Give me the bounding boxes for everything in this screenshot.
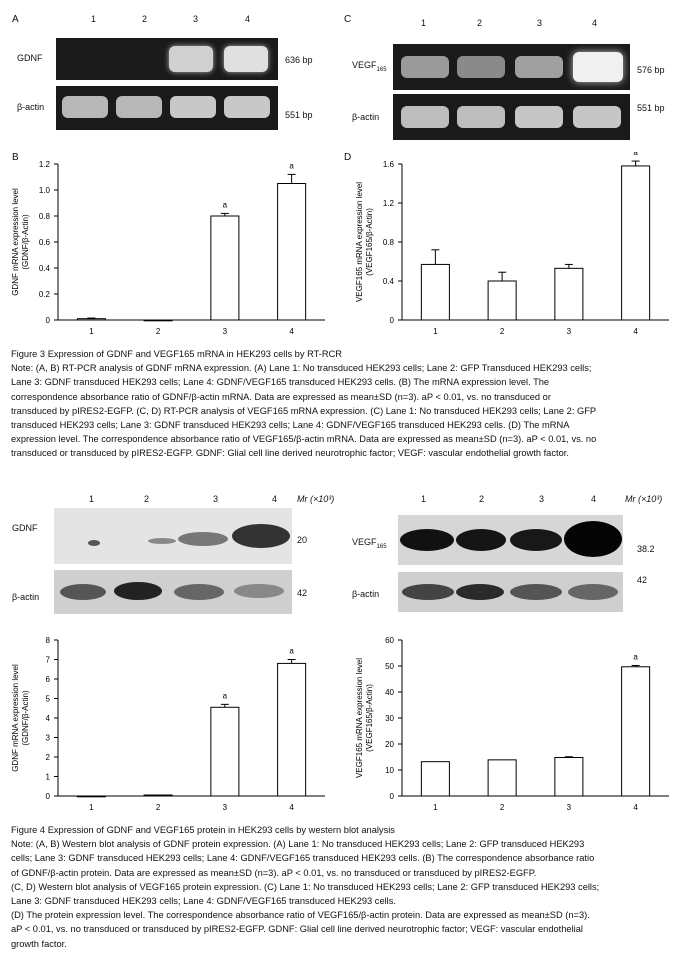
- bar: [77, 796, 105, 797]
- gel-band: [116, 96, 162, 118]
- y-tick-label: 0: [389, 792, 394, 801]
- lane-label: 4: [245, 14, 251, 24]
- bar: [144, 320, 172, 321]
- caption-line: transduced HEK293 cells; Lane 3: GDNF transduced HEK293 cells; Lane 4: GDNF/VEGF165 transduced HEK293 cells. (D) The mRNA: [11, 420, 570, 431]
- blot-band: [400, 529, 454, 551]
- bar: [278, 663, 306, 796]
- gel-band: [573, 52, 623, 82]
- y-tick-label: 10: [385, 766, 394, 775]
- bar: [421, 264, 449, 320]
- x-tick-label: 4: [289, 327, 294, 336]
- blot-band: [60, 584, 106, 600]
- figure4-caption: [11, 823, 681, 951]
- lane-label: 2: [477, 18, 483, 28]
- bar: [421, 762, 449, 796]
- x-tick-label: 2: [155, 327, 161, 336]
- y-tick-label: 0.4: [382, 277, 394, 286]
- y-tick-label: 0.4: [38, 264, 50, 273]
- significance-label: a: [222, 200, 228, 210]
- y-tick-label: 7: [45, 655, 50, 665]
- blot-band: [402, 584, 454, 600]
- caption-line: transduced or transduced by pIRES2-EGFP. GDNF: Glial cell line derived neurotrophic factor; VEGF: vascular endothelial growth factor.: [11, 448, 569, 459]
- caption-line: transduced by pIRES2-EGFP. (C, D) RT-PCR analysis of VEGF165 mRNA expression. (C) Lane 1: No transduced HEK293 cells; Lane 2: GFP: [11, 405, 597, 416]
- x-tick-label: 1: [433, 803, 438, 812]
- blot-band: [232, 524, 290, 548]
- mr-label: Mr (×10³): [297, 494, 335, 504]
- caption-line: Note: (A, B) RT-PCR analysis of GDNF mRNA expression. (A) Lane 1: No transduced HEK293 cells; Lane 2: GFP Transduced HEK293 cells;: [11, 363, 592, 374]
- beta-actin-gel: [393, 94, 630, 140]
- y-axis-label: VEGF165 mRNA expression level: [355, 181, 364, 303]
- significance-label: a: [633, 152, 638, 158]
- y-tick-label: 0.8: [382, 238, 394, 247]
- bar: [211, 216, 239, 320]
- lane-label: 1: [91, 14, 97, 24]
- bar: [555, 758, 583, 796]
- gel-band: [224, 96, 270, 118]
- x-tick-label: 3: [222, 327, 228, 336]
- blot-size-label: 42: [297, 588, 308, 598]
- gel-band: [401, 56, 449, 78]
- gel-band: [515, 106, 563, 128]
- caption-line: of GDNF/β-actin protein. Data are expressed as mean±SD (n=3). aP < 0.01, vs. no transduced or transduced by pIRES2-EGFP.: [11, 867, 537, 878]
- gel-band: [515, 56, 563, 78]
- y-axis-label: (GDNF/β-Actin): [21, 690, 30, 746]
- bar: [488, 281, 516, 320]
- blot-row-label: $VEGF_{165}$: [352, 537, 387, 550]
- blot-band: [114, 582, 162, 600]
- bar: [278, 184, 306, 321]
- y-tick-label: 50: [385, 662, 394, 671]
- significance-label: a: [289, 646, 294, 656]
- y-tick-label: 0.6: [38, 238, 50, 247]
- blot-band: [568, 584, 618, 600]
- mr-label: Mr (×10³): [625, 494, 663, 504]
- bar: [488, 760, 516, 796]
- blot-size-label: 42: [637, 575, 648, 585]
- panel-letter-c: C: [344, 14, 352, 25]
- lane-label: 3: [193, 14, 199, 24]
- y-tick-label: 3: [45, 733, 50, 743]
- bar: [77, 319, 105, 320]
- blot-band: [510, 529, 562, 551]
- caption-line: growth factor.: [11, 938, 67, 949]
- caption-line: Note: (A, B) Western blot analysis of GDNF protein expression. (A) Lane 1: No transduced HEK293 cells; Lane 2: GFP transduced HEK293: [11, 839, 585, 850]
- gel-row-label: β-actin: [17, 102, 45, 112]
- y-tick-label: 1.6: [382, 160, 394, 169]
- blot-band: [88, 540, 100, 546]
- band-size-label: 576 bp: [637, 65, 665, 75]
- lane-label: 2: [479, 494, 485, 504]
- y-tick-label: 1.0: [38, 186, 50, 195]
- x-tick-label: 3: [222, 803, 228, 812]
- caption-line: cells; Lane 3: GDNF transduced HEK293 cells; Lane 4: GDNF/VEGF165 transduced HEK293 cells. (B) The correspondence absorbance ratio: [11, 853, 595, 864]
- band-size-label: 551 bp: [637, 103, 665, 113]
- panel-letter-b: B: [12, 152, 19, 163]
- x-tick-label: 3: [566, 327, 572, 336]
- blot-size-label: 20: [297, 535, 308, 545]
- gdnf-blot: [54, 508, 292, 564]
- beta-actin-blot: [54, 570, 292, 614]
- gel-row-label: GDNF: [17, 53, 43, 63]
- significance-label: a: [222, 691, 228, 701]
- lane-label: 1: [421, 18, 427, 28]
- y-tick-label: 6: [45, 675, 50, 684]
- gel-band: [62, 96, 108, 118]
- blot-band: [234, 584, 284, 598]
- x-tick-label: 3: [566, 803, 572, 812]
- gel-band: [401, 106, 449, 128]
- y-tick-label: 40: [385, 688, 394, 697]
- significance-label: a: [289, 161, 294, 171]
- band-size-label: 636 bp: [285, 55, 313, 65]
- figure4-title: Figure 4 Expression of GDNF and VEGF165 protein in HEK293 cells by western blot analysis: [11, 825, 395, 835]
- y-tick-label: 0: [45, 792, 50, 801]
- caption-line: correspondence absorbance ratio of GDNF/β-actin mRNA. Data are expressed as mean±SD (n=3). aP < 0.01, vs. no transduced or: [11, 391, 551, 402]
- x-tick-label: 2: [499, 803, 505, 812]
- vegf-blot: [398, 515, 623, 565]
- chart-fig3d: [344, 152, 684, 344]
- y-tick-label: 0: [45, 316, 50, 325]
- bar: [622, 667, 650, 796]
- caption-line: Lane 3: GDNF transduced HEK293 cells; Lane 4: GDNF/VEGF165 transduced HEK293 cells.: [11, 896, 396, 907]
- chart-fig3b: [0, 152, 340, 344]
- lane-label: 1: [89, 494, 95, 504]
- panel-letter-d: D: [344, 152, 352, 163]
- gel-band: [457, 56, 505, 78]
- blot-band: [510, 584, 562, 600]
- vegf-gel: [393, 44, 630, 90]
- y-tick-label: 0: [389, 316, 394, 325]
- y-tick-label: 20: [385, 740, 394, 749]
- lane-label: 3: [539, 494, 545, 504]
- lane-label: 4: [591, 494, 597, 504]
- x-tick-label: 1: [433, 327, 438, 336]
- gel-row-label: $VEGF_{165}$: [352, 60, 387, 73]
- figure3-title: Figure 3 Expression of GDNF and VEGF165 mRNA in HEK293 cells by RT-RCR: [11, 349, 343, 359]
- chart-fig4d: [344, 628, 684, 820]
- blot-band: [174, 584, 224, 600]
- x-tick-label: 4: [633, 803, 638, 812]
- x-tick-label: 1: [89, 803, 94, 812]
- y-tick-label: 0.2: [38, 290, 50, 299]
- panel-letter-a: A: [12, 14, 19, 25]
- lane-label: 4: [592, 18, 598, 28]
- blot-size-label: 38.2: [637, 544, 655, 554]
- blot-band: [148, 538, 176, 544]
- lane-label: 3: [213, 494, 219, 504]
- band-size-label: 551 bp: [285, 110, 313, 120]
- lane-label: 4: [272, 494, 278, 504]
- y-tick-label: 1: [45, 772, 50, 782]
- y-tick-label: 8: [45, 636, 50, 645]
- blot-row-label: GDNF: [12, 523, 38, 533]
- y-axis-label: (VEGF165/β-Actin): [365, 684, 374, 752]
- y-axis-label: VEGF165 mRNA expression level: [355, 657, 364, 779]
- x-tick-label: 1: [89, 327, 94, 336]
- gel-band: [169, 46, 213, 72]
- y-tick-label: 2: [45, 753, 50, 762]
- x-tick-label: 4: [633, 327, 638, 336]
- y-axis-label: (VEGF165/β-Actin): [365, 208, 374, 276]
- gel-band: [457, 106, 505, 128]
- beta-actin-blot: [398, 572, 623, 612]
- beta-actin-gel: [56, 86, 278, 130]
- y-tick-label: 1.2: [38, 160, 50, 169]
- gel-band: [224, 46, 268, 72]
- blot-band: [178, 532, 228, 546]
- significance-label: a: [633, 652, 638, 662]
- y-tick-label: 4: [45, 714, 50, 723]
- lane-label: 2: [142, 14, 148, 24]
- lane-label: 3: [537, 18, 543, 28]
- gel-row-label: β-actin: [352, 112, 380, 122]
- y-tick-label: 5: [45, 694, 50, 704]
- x-tick-label: 2: [155, 803, 161, 812]
- y-tick-label: 1.2: [382, 199, 394, 208]
- blot-row-label: β-actin: [352, 589, 380, 599]
- blot-band: [456, 584, 504, 600]
- lane-label: 2: [144, 494, 150, 504]
- blot-row-label: β-actin: [12, 592, 40, 602]
- caption-line: (D) The protein expression level. The correspondence absorbance ratio of VEGF165/β-actin protein. Data are expressed as mean±SD (n=3).: [11, 910, 590, 921]
- caption-line: Lane 3: GDNF transduced HEK293 cells; Lane 4: GDNF/VEGF165 transduced HEK293 cells. (B) The mRNA expression level. The: [11, 377, 550, 388]
- figure3-caption: [11, 347, 681, 461]
- x-tick-label: 4: [289, 803, 294, 812]
- y-tick-label: 0.8: [38, 212, 50, 221]
- gel-band: [170, 96, 216, 118]
- blot-band: [564, 521, 622, 557]
- blot-band: [456, 529, 506, 551]
- chart-fig4b: [0, 628, 340, 820]
- y-axis-label: GDNF mRNA expression level: [11, 188, 20, 296]
- bar: [211, 707, 239, 796]
- gdnf-gel: [56, 38, 278, 80]
- x-tick-label: 2: [499, 327, 505, 336]
- caption-line: aP < 0.01, vs. no transduced or transduced by pIRES2-EGFP. GDNF: Glial cell line derived neurotrophic factor; VEGF: vascular endothelial: [11, 924, 583, 935]
- y-tick-label: 30: [385, 714, 394, 723]
- bar: [555, 268, 583, 320]
- caption-line: (C, D) Western blot analysis of VEGF165 protein expression. (C) Lane 1: No transduced HEK293 cells; Lane 2: GFP transduced HEK293 cells;: [11, 881, 600, 892]
- y-axis-label: GDNF mRNA expression level: [11, 664, 20, 772]
- lane-label: 1: [421, 494, 427, 504]
- y-axis-label: (GDNF/β-Actin): [21, 214, 30, 270]
- y-tick-label: 60: [385, 636, 394, 645]
- caption-line: expression level. The correspondence absorbance ratio of VEGF165/β-actin mRNA. Data are expressed as mean±SD (n=3). aP < 0.01, vs. no: [11, 434, 597, 445]
- bar: [622, 166, 650, 320]
- gel-band: [573, 106, 621, 128]
- bar: [144, 795, 172, 796]
